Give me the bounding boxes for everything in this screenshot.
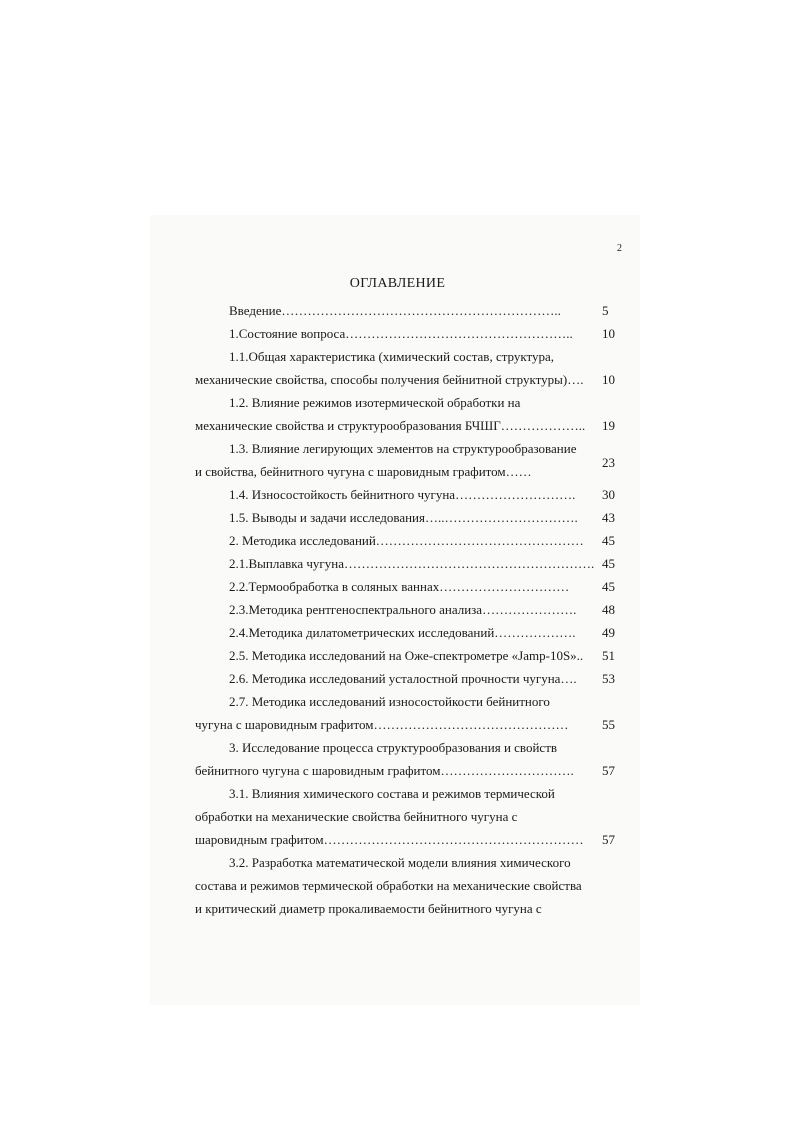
toc-entry-page: 51 (602, 648, 615, 663)
toc-entry-page: 45 (602, 533, 615, 548)
toc-entry-text: 1.2. Влияние режимов изотермической обработки на (229, 395, 521, 410)
page-number: 2 (617, 243, 622, 254)
toc-entry-text: 2.4.Методика дилатометрических исследований………………. (229, 625, 576, 640)
toc-entry-text: 1.4. Износостойкость бейнитного чугуна………………………. (229, 487, 576, 502)
toc-entry-text: Введение……………………………………………………….. (229, 303, 561, 318)
toc-entry-text: 1.Состояние вопроса…………………………………………….. (229, 326, 573, 341)
toc-entry-text: 2.5. Методика исследований на Оже-спектрометре «Jamp-10S».. (229, 648, 584, 663)
toc-entry-text: 2.1.Выплавка чугуна…………………………………………………. (229, 556, 595, 571)
toc-entry-page: 30 (602, 487, 615, 502)
toc-entry-text: 2. Методика исследований………………………………………… (229, 533, 584, 548)
toc-entry-text: и критический диаметр прокаливаемости бейнитного чугуна с (195, 901, 542, 916)
toc-entry-text: 2.2.Термообработка в соляных ваннах………………………… (229, 579, 570, 594)
toc-entry-page: 5 (602, 303, 609, 318)
toc-entry-text: 2.3.Методика рентгеноспектрального анализа…………………. (229, 602, 577, 617)
toc-entry-text: обработки на механические свойства бейнитного чугуна с (195, 809, 518, 824)
toc-entry-text: 3.1. Влияния химического состава и режимов термической (229, 786, 555, 801)
toc-entry-text: механические свойства и структурообразования БЧШГ……………….. (195, 418, 586, 433)
toc-entry-page: 49 (602, 625, 615, 640)
toc-entry-text: чугуна с шаровидным графитом……………………………………… (195, 717, 569, 732)
toc-entry-page: 53 (602, 671, 615, 686)
toc-entry-page: 45 (602, 556, 615, 571)
toc-title: ОГЛАВЛЕНИЕ (349, 276, 446, 291)
toc-entry-page: 23 (602, 455, 615, 470)
toc-entry-text: 1.5. Выводы и задачи исследования…..…………………………. (229, 510, 578, 525)
toc-entry-page: 57 (602, 763, 615, 778)
toc-entry-page: 48 (602, 602, 615, 617)
toc-entry-page: 19 (602, 418, 615, 433)
toc-entry-page: 10 (602, 372, 615, 387)
toc-entry-page: 10 (602, 326, 615, 341)
toc-entry-text: 2.7. Методика исследований износостойкости бейнитного (229, 694, 550, 709)
toc-entry-text: 1.3. Влияние легирующих элементов на структурообразование (229, 441, 577, 456)
toc-entry-page: 45 (602, 579, 615, 594)
toc-entry-page: 55 (602, 717, 615, 732)
toc-entry-text: 2.6. Методика исследований усталостной прочности чугуна…. (229, 671, 577, 686)
toc-entry-text: состава и режимов термической обработки на механические свойства (195, 878, 582, 893)
toc-entry-text: бейнитного чугуна с шаровидным графитом…………………………. (195, 763, 574, 778)
toc-entry-text: механические свойства, способы получения бейнитной структуры)…. (195, 372, 584, 387)
toc-entry-text: и свойства, бейнитного чугуна с шаровидным графитом…… (195, 464, 532, 479)
toc-entry-page: 43 (602, 510, 615, 525)
toc-entry-text: 3. Исследование процесса структурообразования и свойств (229, 740, 558, 755)
toc-entry-text: 1.1.Общая характеристика (химический состав, структура, (229, 349, 555, 364)
toc-entry-text: шаровидным графитом…………………………………………………… (195, 832, 584, 847)
toc-entry-page: 57 (602, 832, 615, 847)
toc-entry-text: 3.2. Разработка математической модели влияния химического (229, 855, 571, 870)
